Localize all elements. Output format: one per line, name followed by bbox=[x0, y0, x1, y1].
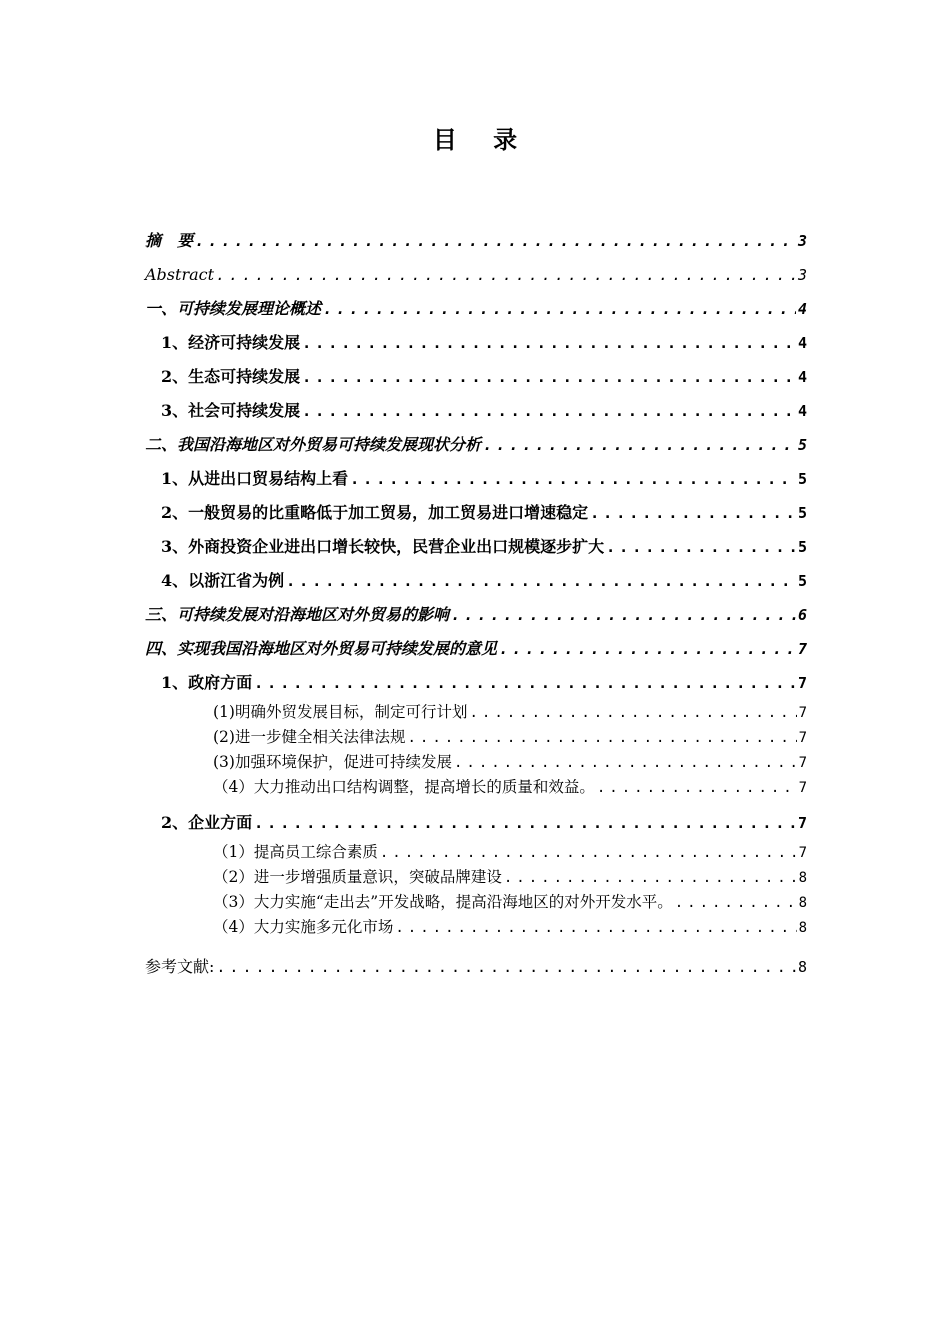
toc-entry-section-2-2[interactable] bbox=[145, 496, 807, 530]
toc-page-number: 3 bbox=[797, 266, 807, 284]
dot-leader bbox=[675, 891, 797, 916]
toc-entry-section-4-2[interactable] bbox=[145, 806, 807, 840]
toc-entry-label: 四、实现我国沿海地区对外贸易可持续发展的意见 bbox=[145, 639, 498, 658]
toc-entry-label: （4）大力实施多元化市场 bbox=[213, 918, 394, 936]
toc-entry-label: 4、以浙江省为例 bbox=[161, 571, 285, 590]
toc-entry-references[interactable] bbox=[145, 950, 807, 984]
dot-leader bbox=[286, 564, 796, 598]
toc-entry-label: (1)明确外贸发展目标，制定可行计划 bbox=[213, 703, 468, 721]
dot-leader bbox=[302, 326, 796, 360]
toc-page-number: 8 bbox=[798, 920, 807, 936]
toc-page-number: 6 bbox=[797, 606, 807, 624]
toc-entry-chapter-2[interactable] bbox=[145, 428, 807, 462]
dot-leader bbox=[606, 530, 796, 564]
toc-page-number: 8 bbox=[798, 895, 807, 911]
toc-entry-label: 1、经济可持续发展 bbox=[161, 333, 301, 352]
toc-page-number: 7 bbox=[797, 674, 807, 692]
toc-entry-subsection-4-2-1[interactable] bbox=[145, 840, 807, 865]
toc-entry-subsection-4-2-4[interactable] bbox=[145, 915, 807, 940]
toc-entry-chapter-1[interactable] bbox=[145, 292, 807, 326]
dot-leader bbox=[590, 496, 796, 530]
toc-entry-label: 2、企业方面 bbox=[161, 813, 253, 832]
dot-leader bbox=[451, 598, 796, 632]
toc-entry-label: 3、外商投资企业进出口增长较快，民营企业出口规模逐步扩大 bbox=[161, 537, 605, 556]
toc-page-number: 4 bbox=[797, 300, 807, 318]
dot-leader bbox=[597, 776, 797, 801]
toc-page-number: 7 bbox=[798, 780, 807, 796]
dot-leader bbox=[216, 950, 796, 984]
toc-entry-label: Abstract bbox=[145, 265, 215, 284]
dot-leader bbox=[395, 916, 796, 941]
toc-entry-label: 二、我国沿海地区对外贸易可持续发展现状分析 bbox=[145, 435, 482, 454]
toc-entry-subsection-4-1-4[interactable] bbox=[145, 775, 807, 800]
toc-entry-label: （2）进一步增强质量意识，突破品牌建设 bbox=[213, 868, 502, 886]
toc-page-number: 8 bbox=[797, 958, 807, 976]
dot-leader bbox=[254, 806, 796, 840]
toc-page-number: 5 bbox=[797, 572, 807, 590]
toc-entry-label: 参考文献: bbox=[145, 957, 215, 976]
toc-entry-subsection-4-2-3[interactable] bbox=[145, 890, 807, 915]
toc-page-number: 4 bbox=[797, 368, 807, 386]
toc-page-number: 7 bbox=[798, 845, 807, 861]
toc-entry-section-2-3[interactable] bbox=[145, 530, 807, 564]
toc-entry-label: 1、从进出口贸易结构上看 bbox=[161, 469, 349, 488]
toc-entry-label: 2、生态可持续发展 bbox=[161, 367, 301, 386]
dot-leader bbox=[302, 360, 796, 394]
toc-entry-section-2-1[interactable] bbox=[145, 462, 807, 496]
dot-leader bbox=[195, 224, 796, 258]
toc-entry-section-4-1[interactable] bbox=[145, 666, 807, 700]
toc-page-number: 8 bbox=[798, 870, 807, 886]
dot-leader bbox=[504, 866, 797, 891]
toc-entry-abstract-cn[interactable] bbox=[145, 224, 807, 258]
toc-page-number: 4 bbox=[797, 334, 807, 352]
toc-page-number: 7 bbox=[798, 755, 807, 771]
toc-page-number: 4 bbox=[797, 402, 807, 420]
dot-leader bbox=[216, 258, 796, 292]
dot-leader bbox=[302, 394, 796, 428]
toc-entry-label: （1）提高员工综合素质 bbox=[213, 843, 378, 861]
toc-entry-subsection-4-1-1[interactable] bbox=[145, 700, 807, 725]
dot-leader bbox=[469, 701, 796, 726]
toc-entry-label: 三、可持续发展对沿海地区对外贸易的影响 bbox=[145, 605, 450, 624]
toc-entry-label: 1、政府方面 bbox=[161, 673, 253, 692]
dot-leader bbox=[323, 292, 796, 326]
toc-page-number: 7 bbox=[798, 705, 807, 721]
toc-entry-abstract-en[interactable] bbox=[145, 258, 807, 292]
toc-entry-chapter-3[interactable] bbox=[145, 598, 807, 632]
dot-leader bbox=[407, 726, 796, 751]
toc-page-number: 7 bbox=[797, 814, 807, 832]
toc-entry-subsection-4-1-2[interactable] bbox=[145, 725, 807, 750]
toc-entry-chapter-4[interactable] bbox=[145, 632, 807, 666]
dot-leader bbox=[254, 666, 796, 700]
toc-entry-label: 一、可持续发展理论概述 bbox=[145, 299, 322, 318]
dot-leader bbox=[454, 751, 797, 776]
toc-entry-section-1-3[interactable] bbox=[145, 394, 807, 428]
toc-entry-section-2-4[interactable] bbox=[145, 564, 807, 598]
toc-entry-subsection-4-2-2[interactable] bbox=[145, 865, 807, 890]
toc-page-number: 5 bbox=[797, 470, 807, 488]
dot-leader bbox=[499, 632, 796, 666]
toc-entry-subsection-4-1-3[interactable] bbox=[145, 750, 807, 775]
toc-entry-section-1-2[interactable] bbox=[145, 360, 807, 394]
toc-page-number: 5 bbox=[797, 538, 807, 556]
toc-entry-label: （4）大力推动出口结构调整，提高增长的质量和效益。 bbox=[213, 778, 595, 796]
toc-entry-label: (2)进一步健全相关法律法规 bbox=[213, 728, 406, 746]
toc-page-number: 5 bbox=[797, 436, 807, 454]
toc-page-number: 3 bbox=[797, 232, 807, 250]
toc-entry-label: 2、一般贸易的比重略低于加工贸易，加工贸易进口增速稳定 bbox=[161, 503, 589, 522]
table-of-contents bbox=[145, 224, 807, 984]
toc-page-number: 7 bbox=[798, 730, 807, 746]
dot-leader bbox=[380, 841, 797, 866]
toc-entry-label: （3）大力实施“走出去”开发战略，提高沿海地区的对外开发水平。 bbox=[213, 893, 673, 911]
toc-entry-label: 摘 要 bbox=[145, 231, 194, 250]
dot-leader bbox=[350, 462, 796, 496]
toc-entry-label: 3、社会可持续发展 bbox=[161, 401, 301, 420]
toc-page-number: 5 bbox=[797, 504, 807, 522]
toc-title: 目 录 bbox=[432, 126, 532, 154]
toc-page-number: 7 bbox=[797, 640, 807, 658]
toc-entry-label: (3)加强环境保护，促进可持续发展 bbox=[213, 753, 452, 771]
dot-leader bbox=[483, 428, 796, 462]
toc-entry-section-1-1[interactable] bbox=[145, 326, 807, 360]
